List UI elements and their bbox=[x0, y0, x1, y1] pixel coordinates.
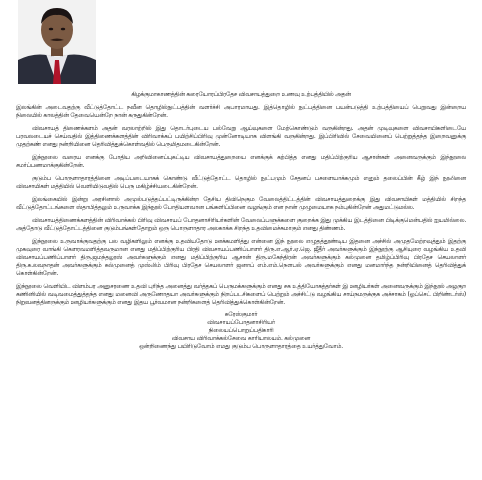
author-photo bbox=[18, 0, 96, 84]
signature-department: விவசாய விரிவாக்கல்சேவை காரியாலயம். கல்முனை bbox=[171, 335, 311, 342]
paragraph-4: குடும்ப பொருளாதாரத்தினை அடிப்படையாகக் கொண்டு வீட்டுத்தோட்ட தொழில் நுட்பமும் சேதனப் பசளையாக்கமும் எனும் தலைப்பின் கீழ் இந் நூலினை விவசாயிகள் மத்தியில் வெளியிடுவதில் பெரு மகிழ்ச்சியடைகின்றேன். bbox=[16, 175, 466, 190]
paragraph-2: விவசாயத் திணைக்களம் அதன் வரலாற்றில் இது தொடர்புடைய பல்வேறு ஆய்வுகளை மேற்கொண்டும் வருகின்றது. அதன் முடிவுகளை விவசாயிகளிடையே பரவலடையச் செய்வதில் இத்திணைக்களத்தின் விரிவாக்கப் பயிற்சிப்பிரிவு முன்னோடியாக விளங்கி வருகின்றது. இப்பிரிவில் சேவையினைப் பெற்றுத்தந்த இறைவனுக்கு முதற்கண் எனது நன்றியினை தெரிவித்துக்கொள்வதில் பெருமிதமடைகின்றேன். bbox=[16, 125, 466, 148]
signature-block bbox=[16, 311, 466, 351]
paragraph-1: இலங்கின் அடைவதற்கு வீட்டுத்தோட்ட நவீன தொழில்நுட்பத்தின் வளர்ச்சி அபாரமாயது. இத்தொழில் நுட்பத்தினை பயன்படுத்தி உற்பத்தியைப் பெறுவது இன்றைய நிலையில் காலத்தின் தேவையென்றே நான் கருதுகின்றேன். bbox=[16, 104, 466, 119]
signature-designation: விவசாயப்போதனாசிரியர் bbox=[207, 319, 275, 326]
paragraph-3: இந்நூலை வரைய எனக்கு போதிய அறிவினைப்புகட்டிய விவசாயத்துறையை எனக்குக் கற்பித்த எனது மதிப்பிற்குரிய ஆசான்கள் அனைவருக்கும் இந்நூலை சமர்ப்பணமாக்குகின்றேன். bbox=[16, 154, 466, 169]
signature-slogan: ஒன்றிணைந்து பயிரிடுவோம் எமது குடும்ப பொருளாதாரத்தை உயர்த்துவோம். bbox=[139, 343, 343, 350]
paragraph-5: இலங்கையில் இன்று அரசினால் அமுல்படுத்தப்பட்டிருக்கின்ற தேசிய திவிநெகும வேலைத்திட்டத்தின் விவசாயத்துறைக்கு இது விவசாயிகள் மத்தியில் சிறந்த வீட்டுத்தோட்டங்களை ஸ்தாபித்தலும் உருவாக்க இந்நூல் போதியளவான பங்களிப்பினை வழங்கும் என நான் முழுமையாக நம்புகின்றேன் அதுமட்டுமல்ல. bbox=[16, 196, 466, 211]
signature-name: சுரேஸ்குமார் bbox=[224, 311, 258, 318]
document-title: கிழக்குமாகாணத்தின் கரையோரப்பிரதேச விவசாயத்துறை உணவு உற்பத்தியில் அதன் bbox=[131, 91, 351, 98]
paragraph-7: இந்நூலை உருவாக்குவதற்கு பல வழிகளிலும் எனக்கு உதவியதோடு ஊக்கமளித்து என்னை இந் நூலை எழுதத்தூண்டிய இதனை அச்சில் அமுதமேற்றவுத்தும் இதற்கு முகவுரை வாங்கி கௌரவமளித்தவருமான எனது மதிப்பிற்குரிய பிரதி விவசாயப்பணிப்பாளர் திரு.எ.ஆர்.ஏ.ஜெ. ஜீதீர் அவர்களுக்கும் இந்நூற்கு ஆசியுரை வழங்கிய உதவி விவசாயப்பணிப்பாளர் திரு.ஜமந்தலூஸ் அவர்களுக்கும் எனது மதிப்பிற்குரிய ஆசான் திரு.மகேந்திரன் அவர்களுக்கும் கல்முனை தமிழ்ப்பிரிவு பிரதேச செயலாளர் திரு.க.லவநாதன் அவர்களுக்கும் கல்முனைத் முஸ்லிம் பிரிவு பிரதேச செயலாளர் ஜனாப் எம்.எம்.நௌபல் அவர்களுக்கும் எனது மனமார்ந்த நன்றியினைத் தெரிவித்துக் கொள்கின்றேன். bbox=[16, 238, 466, 277]
preface-document bbox=[16, 91, 466, 351]
signature-office: நிலையப்பொறுப்பதிகாரி bbox=[208, 327, 274, 334]
paragraph-6: விவசாயத்திணைக்களத்தின் விரிவாக்கல் பிரிவு விவசாயப் போதனாசிரியர்களின் வேலைப்பளுக்களை குறைக்க இது முக்கிய இடத்தினை பிடிக்குமென்பதில் ஐயமில்லை. அத்தோடு வீட்டுத்தோட்டத்தினை குடும்பங்கள்தோறும் ஒரு பொருளாதார அலகாக்க சிறந்த உதவிமைச்சுமாகும் எனது திண்ணம். bbox=[16, 217, 466, 232]
paragraph-8: இந்நூலை வெளியிட விளம்பர அனுசரணை உதவி புரிந்த அனைத்து வர்த்தகப் பெருமக்களுக்கும் எனது சக உத்தியோகத்தர்கள் இ ஊழியர்கள் அனைவருக்கும் இந்நூல் அழகுற கணினியில் வடிவமைத்துத்தந்த எனது மனைவி அருணோதயா அவர்களுக்கும் நிறப்படசிகளைப் பெற்றும் அச்சிட்டு வழங்கிய சாய்நமருக்குக அச்சாகம் (ஓப்செட் பிறிண்டர்ஸ்) நிறுவனத்தினருக்கும் ஊழியர்களுக்கும் எனது இதய பூர்வமான நன்றிகளைத் தெரிவித்துக்கொள்கின்றேன். bbox=[16, 283, 466, 306]
